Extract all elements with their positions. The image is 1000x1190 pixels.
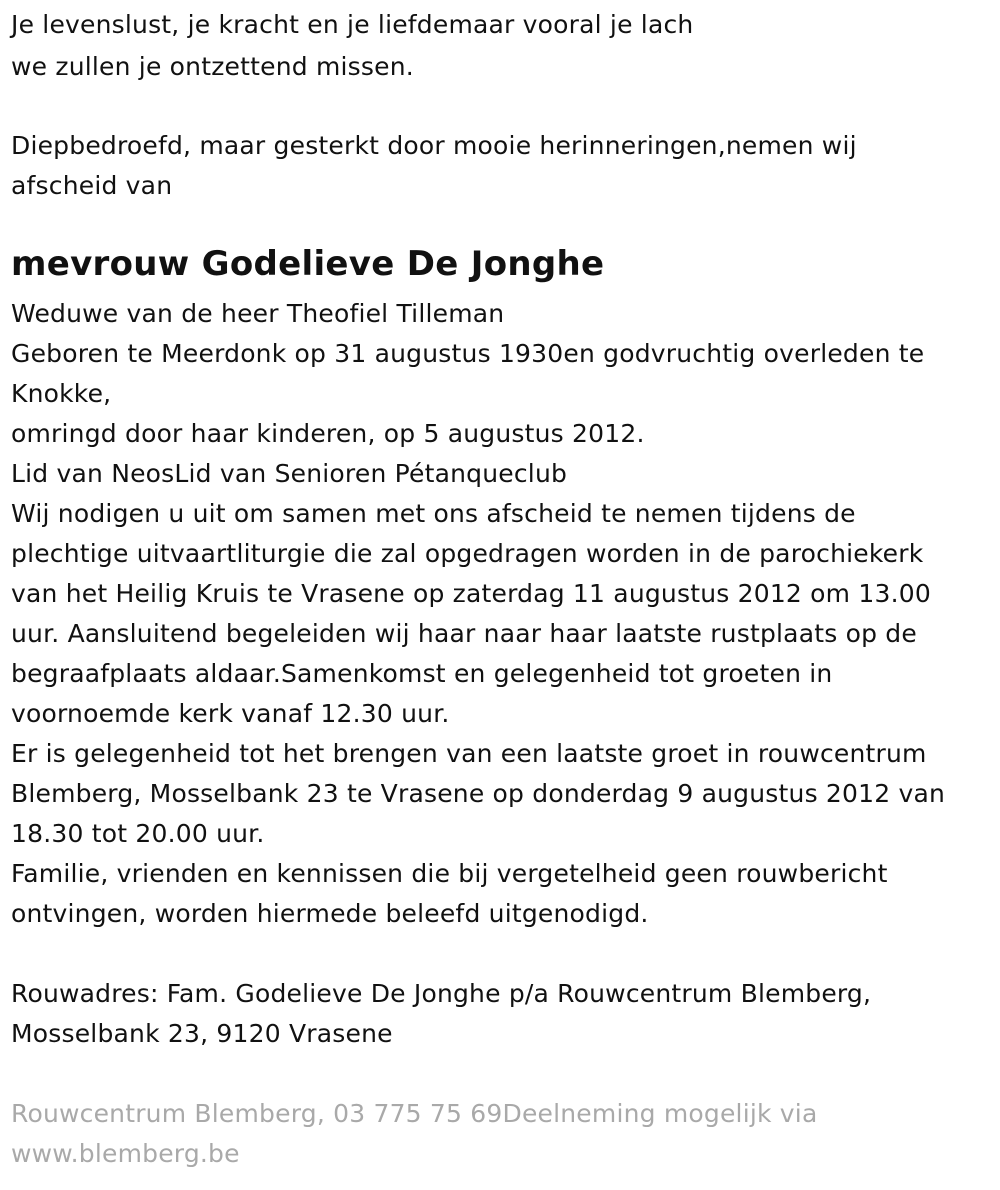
- address-line-2: Mosselbank 23, 9120 Vrasene: [11, 1019, 393, 1048]
- footer-website-link[interactable]: www.blemberg.be: [11, 1139, 240, 1168]
- detail-line: Er is gelegenheid tot het brengen van een laatste groet in rouwcentrum: [11, 739, 927, 768]
- intro-line-1: Je levenslust, je kracht en je liefdemaar vooral je lach: [11, 10, 694, 39]
- detail-line: Familie, vrienden en kennissen die bij vergetelheid geen rouwbericht: [11, 859, 888, 888]
- detail-line: Weduwe van de heer Theofiel Tilleman: [11, 299, 505, 328]
- detail-line: ontvingen, worden hiermede beleefd uitgenodigd.: [11, 899, 649, 928]
- footer-line-1: Rouwcentrum Blemberg, 03 775 75 69Deelneming mogelijk via: [11, 1099, 818, 1128]
- detail-line: 18.30 tot 20.00 uur.: [11, 819, 265, 848]
- detail-line: voornoemde kerk vanaf 12.30 uur.: [11, 699, 450, 728]
- deceased-name: mevrouw Godelieve De Jonghe: [11, 244, 605, 284]
- detail-line: begraafplaats aldaar.Samenkomst en gelegenheid tot groeten in: [11, 659, 833, 688]
- detail-line: uur. Aansluitend begeleiden wij haar naar haar laatste rustplaats op de: [11, 619, 917, 648]
- detail-line: Lid van NeosLid van Senioren Pétanqueclub: [11, 459, 568, 488]
- detail-line: Geboren te Meerdonk op 31 augustus 1930en godvruchtig overleden te: [11, 339, 925, 368]
- detail-line: Wij nodigen u uit om samen met ons afscheid te nemen tijdens de: [11, 499, 856, 528]
- farewell-line-1: Diepbedroefd, maar gesterkt door mooie herinneringen,nemen wij: [11, 131, 857, 160]
- detail-line: omringd door haar kinderen, op 5 augustus 2012.: [11, 419, 645, 448]
- intro-line-2: we zullen je ontzettend missen.: [11, 52, 414, 81]
- address-line-1: Rouwadres: Fam. Godelieve De Jonghe p/a Rouwcentrum Blemberg,: [11, 979, 872, 1008]
- detail-line: Knokke,: [11, 379, 112, 408]
- detail-line: van het Heilig Kruis te Vrasene op zaterdag 11 augustus 2012 om 13.00: [11, 579, 931, 608]
- farewell-line-2: afscheid van: [11, 171, 173, 200]
- detail-line: plechtige uitvaartliturgie die zal opgedragen worden in de parochiekerk: [11, 539, 924, 568]
- detail-line: Blemberg, Mosselbank 23 te Vrasene op donderdag 9 augustus 2012 van: [11, 779, 946, 808]
